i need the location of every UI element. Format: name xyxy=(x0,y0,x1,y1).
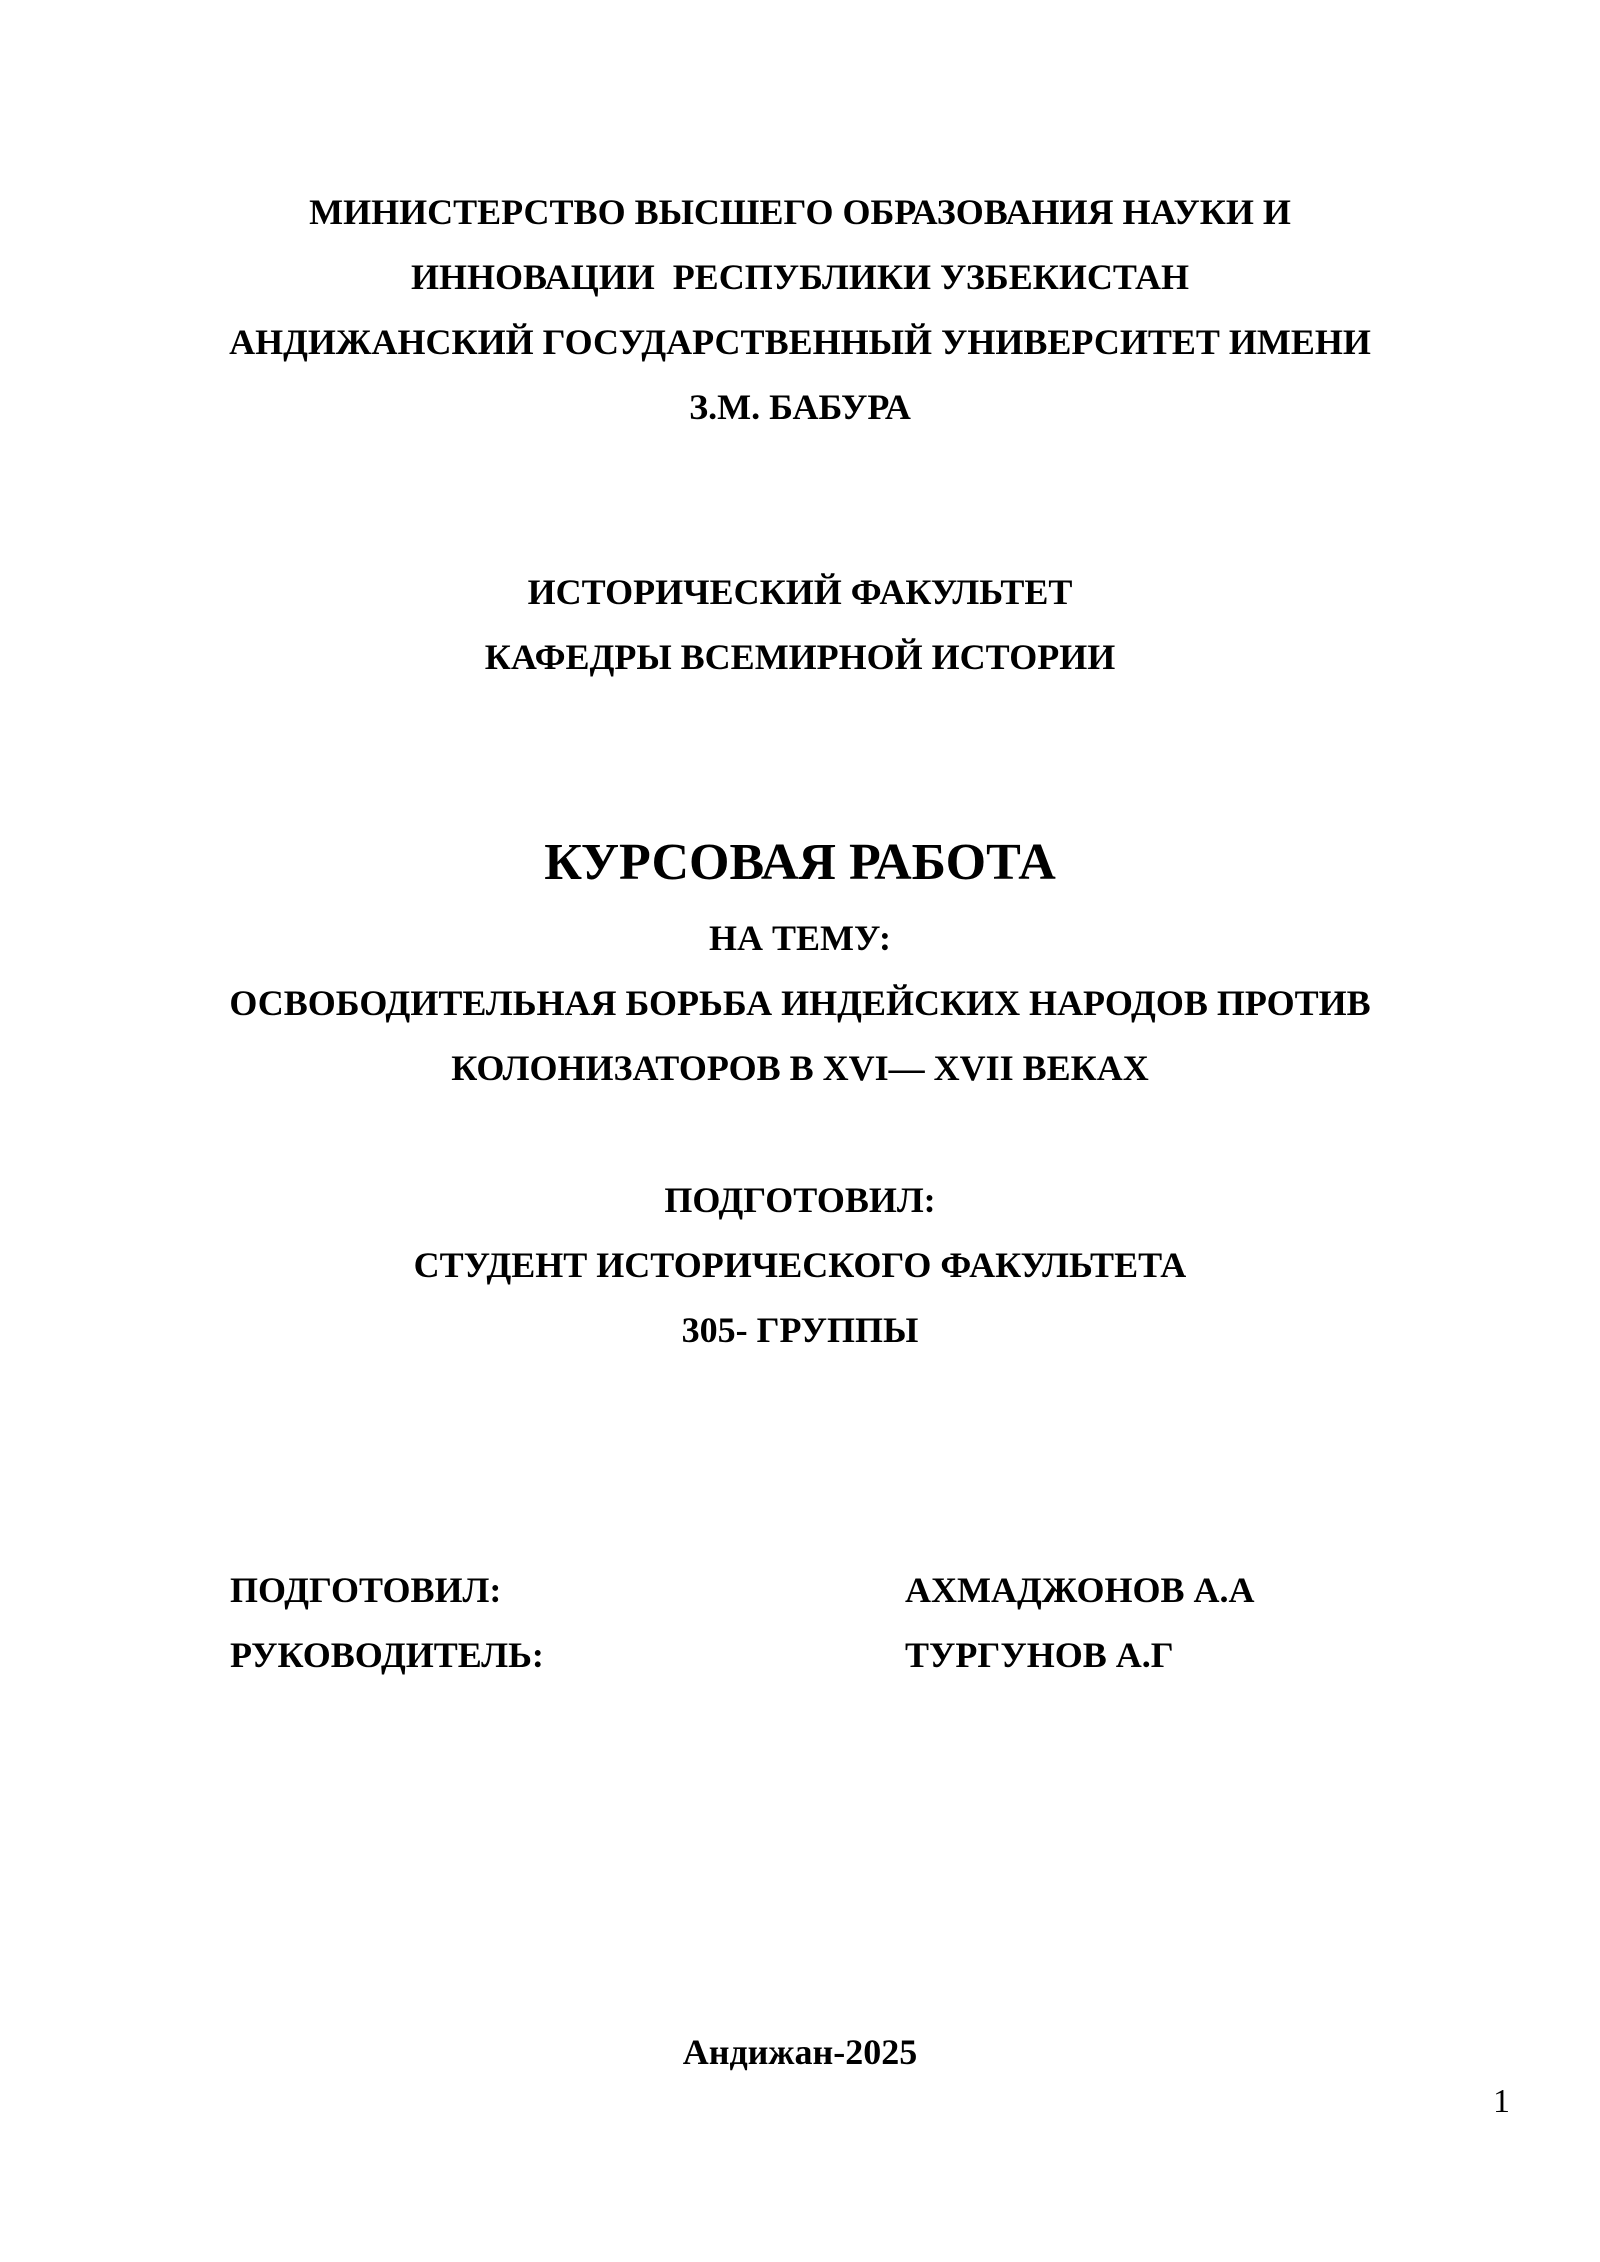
topic-line-1: ОСВОБОДИТЕЛЬНАЯ БОРЬБА ИНДЕЙСКИХ НАРОДОВ ПРОТИВ xyxy=(229,983,1371,1023)
signature-label-prepared: ПОДГОТОВИЛ: xyxy=(230,1570,502,1610)
city-year: Андижан-2025 xyxy=(682,2032,918,2072)
topic-line-2: КОЛОНИЗАТОРОВ В XVI— XVII ВЕКАХ xyxy=(451,1048,1149,1088)
page-number: 1 xyxy=(1493,2083,1510,2120)
ministry-line-2: ИННОВАЦИИ РЕСПУБЛИКИ УЗБЕКИСТАН xyxy=(410,257,1190,297)
department-name: КАФЕДРЫ ВСЕМИРНОЙ ИСТОРИИ xyxy=(484,637,1116,677)
prepared-line-1: СТУДЕНТ ИСТОРИЧЕСКОГО ФАКУЛЬТЕТА xyxy=(413,1245,1187,1285)
prepared-line-2: 305- ГРУППЫ xyxy=(681,1310,919,1350)
work-type-title: КУРСОВАЯ РАБОТА xyxy=(544,834,1056,891)
topic-label: НА ТЕМУ: xyxy=(708,918,892,958)
signature-name-supervisor: ТУРГУНОВ А.Г xyxy=(905,1635,1174,1675)
university-line-2: З.М. БАБУРА xyxy=(689,387,911,427)
ministry-line-1: МИНИСТЕРСТВО ВЫСШЕГО ОБРАЗОВАНИЯ НАУКИ И xyxy=(309,192,1291,232)
prepared-label: ПОДГОТОВИЛ: xyxy=(664,1180,936,1220)
signature-label-supervisor: РУКОВОДИТЕЛЬ: xyxy=(230,1635,544,1675)
university-line-1: АНДИЖАНСКИЙ ГОСУДАРСТВЕННЫЙ УНИВЕРСИТЕТ ИМЕНИ xyxy=(229,322,1371,362)
signature-name-student: АХМАДЖОНОВ А.А xyxy=(905,1570,1255,1610)
faculty-name: ИСТОРИЧЕСКИЙ ФАКУЛЬТЕТ xyxy=(527,572,1073,612)
